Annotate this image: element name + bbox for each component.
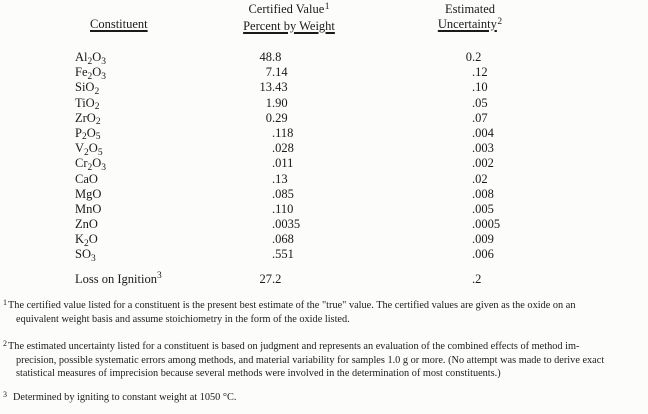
footnote-ref-2: 2 <box>497 16 503 27</box>
footnote-1-marker: 1 <box>3 298 7 307</box>
value-int: 0 <box>265 110 272 125</box>
constituent-cell: $SO_3$ <box>75 247 96 264</box>
certified-value-cell <box>230 272 281 287</box>
footnote-2-line-1: The estimated uncertainty listed for a constituent is based on judgment and represents an evaluation of the combined effects of method im- <box>8 341 580 352</box>
table-row <box>0 272 648 287</box>
value-frac: .8 <box>272 50 282 64</box>
constituent-cell: $Fe_2O_3$ <box>75 65 107 82</box>
uncertainty-cell <box>430 96 488 111</box>
certified-value-header-line1 <box>199 2 379 19</box>
uncertainty-frac: .12 <box>472 65 488 80</box>
constituent-cell: MnO <box>75 201 102 216</box>
footnote-2-line-2: precision, possible systematic errors among methods, and material variability for samples 1.0 g or more. (No attempt was made to derive exact <box>16 354 605 366</box>
certified-value-cell <box>230 232 294 247</box>
uncertainty-cell <box>430 202 494 217</box>
uncertainty-frac: .2 <box>472 271 482 286</box>
footnote-1-line-2: equivalent weight basis and assume stoichiometry in the form of the oxide listed. <box>16 313 350 325</box>
constituent-cell: $Cr_2O_3$ <box>75 156 107 173</box>
value-int: 13 <box>259 80 272 95</box>
value-int: 1 <box>265 95 272 110</box>
uncertainty-cell <box>430 50 481 65</box>
uncertainty-frac: .009 <box>472 232 494 247</box>
uncertainty-cell <box>430 126 494 141</box>
uncertainty-cell <box>430 247 494 262</box>
footnote-2-marker: 2 <box>3 339 7 348</box>
certified-value-cell <box>230 50 281 65</box>
value-int: 27 <box>259 271 272 286</box>
table-row <box>0 80 648 95</box>
certified-value-cell <box>230 156 293 171</box>
certified-value-cell <box>230 187 294 202</box>
table-row <box>0 50 648 65</box>
uncertainty-frac: .02 <box>472 171 488 186</box>
uncertainty-frac: .004 <box>472 125 494 140</box>
constituent-cell: $P_2O_5$ <box>75 125 101 143</box>
constituent-cell: MgO <box>75 186 102 201</box>
certified-value-header-line2: Percent by Weight <box>243 19 335 33</box>
value-frac: .2 <box>272 271 282 286</box>
uncertainty-frac: .2 <box>472 50 482 64</box>
footnote-3-line-1: Determined by igniting to constant weight at 1050 °C. <box>13 392 237 403</box>
certified-value-column-header <box>199 2 379 34</box>
value-frac: .110 <box>272 201 294 216</box>
uncertainty-cell <box>430 65 488 80</box>
uncertainty-frac: .008 <box>472 186 494 201</box>
value-frac: .011 <box>272 156 294 171</box>
certified-value-cell <box>230 141 294 156</box>
certified-value-cell <box>230 202 293 217</box>
value-frac: .90 <box>272 95 288 110</box>
footnote-1-line-1: The certified value listed for a constituent is the present best estimate of the "true" value. The certified values are given as the oxide on an <box>8 300 576 311</box>
uncertainty-frac: .0005 <box>472 217 501 232</box>
uncertainty-column-header <box>380 2 560 34</box>
uncertainty-frac: .07 <box>472 110 488 125</box>
table-row <box>0 65 648 80</box>
certified-value-cell <box>230 111 288 126</box>
uncertainty-cell <box>430 156 494 171</box>
constituent-cell: $K_2O$ <box>75 232 98 249</box>
value-frac: .13 <box>272 171 288 186</box>
table-row <box>0 126 648 141</box>
value-frac: .118 <box>272 125 294 140</box>
uncertainty-frac: .005 <box>472 201 494 216</box>
table-row <box>0 141 648 156</box>
value-int: 48 <box>259 50 272 64</box>
value-frac: .085 <box>272 186 294 201</box>
certified-value-cell <box>230 65 288 80</box>
value-frac: .068 <box>272 232 294 247</box>
constituent-cell: ZrO$_2$ <box>75 110 101 128</box>
table-row <box>0 247 648 262</box>
footnote-3-marker: 3 <box>3 390 7 399</box>
uncertainty-frac: .006 <box>472 247 494 262</box>
constituent-cell: CaO <box>75 171 98 186</box>
uncertainty-frac: .002 <box>472 156 494 171</box>
uncertainty-cell <box>430 141 494 156</box>
uncertainty-cell <box>430 232 494 247</box>
uncertainty-int: 0 <box>465 50 472 64</box>
constituent-cell: $Al_2O_3$ <box>75 50 107 67</box>
table-row <box>0 111 648 126</box>
table-row <box>0 217 648 232</box>
value-frac: .0035 <box>272 217 301 232</box>
table-row <box>0 172 648 187</box>
table-row <box>0 232 648 247</box>
uncertainty-header-line1: Estimated <box>445 2 495 16</box>
uncertainty-frac: .10 <box>472 80 488 95</box>
value-frac: .29 <box>272 110 288 125</box>
certified-value-cell <box>230 247 294 262</box>
table-row <box>0 202 648 217</box>
value-frac: .551 <box>272 247 294 262</box>
table-row <box>0 187 648 202</box>
uncertainty-header-text: Uncertainty <box>437 17 497 31</box>
uncertainty-header-line2 <box>380 17 560 34</box>
constituent-cell: ZnO <box>75 217 98 232</box>
value-frac: .43 <box>272 80 288 95</box>
constituent-cell: Loss on Ignition$^3$ <box>75 271 162 286</box>
certified-value-cell <box>230 80 288 95</box>
footnote-3 <box>3 391 648 405</box>
uncertainty-frac: .003 <box>472 141 494 156</box>
constituent-cell: TiO$_2$ <box>75 95 100 113</box>
certified-value-cell <box>230 172 288 187</box>
uncertainty-cell <box>430 272 481 287</box>
footnote-2 <box>3 340 648 381</box>
constituent-cell: $V_2O_5$ <box>75 141 103 158</box>
footnote-2-line-3: statistical measures of imprecision because several methods were involved in the determination of most constituents.) <box>16 368 501 379</box>
uncertainty-frac: .05 <box>472 95 488 110</box>
table-row <box>0 96 648 111</box>
value-frac: .14 <box>272 65 288 80</box>
footnote-ref-1: 1 <box>324 1 330 12</box>
certified-value-cell <box>230 126 293 141</box>
certified-value-header-text: Certified Value <box>248 2 325 16</box>
value-frac: .028 <box>272 141 294 156</box>
uncertainty-cell <box>430 217 500 232</box>
uncertainty-cell <box>430 80 488 95</box>
uncertainty-cell <box>430 111 488 126</box>
certified-value-cell <box>230 96 288 111</box>
constituent-column-header: Constituent <box>90 17 148 31</box>
footnote-1 <box>3 299 648 326</box>
value-int: 7 <box>265 65 272 80</box>
certified-value-cell <box>230 217 300 232</box>
uncertainty-cell <box>430 187 494 202</box>
constituent-cell: SiO$_2$ <box>75 80 100 97</box>
table-row <box>0 156 648 171</box>
table-body <box>0 50 648 287</box>
uncertainty-cell <box>430 172 488 187</box>
